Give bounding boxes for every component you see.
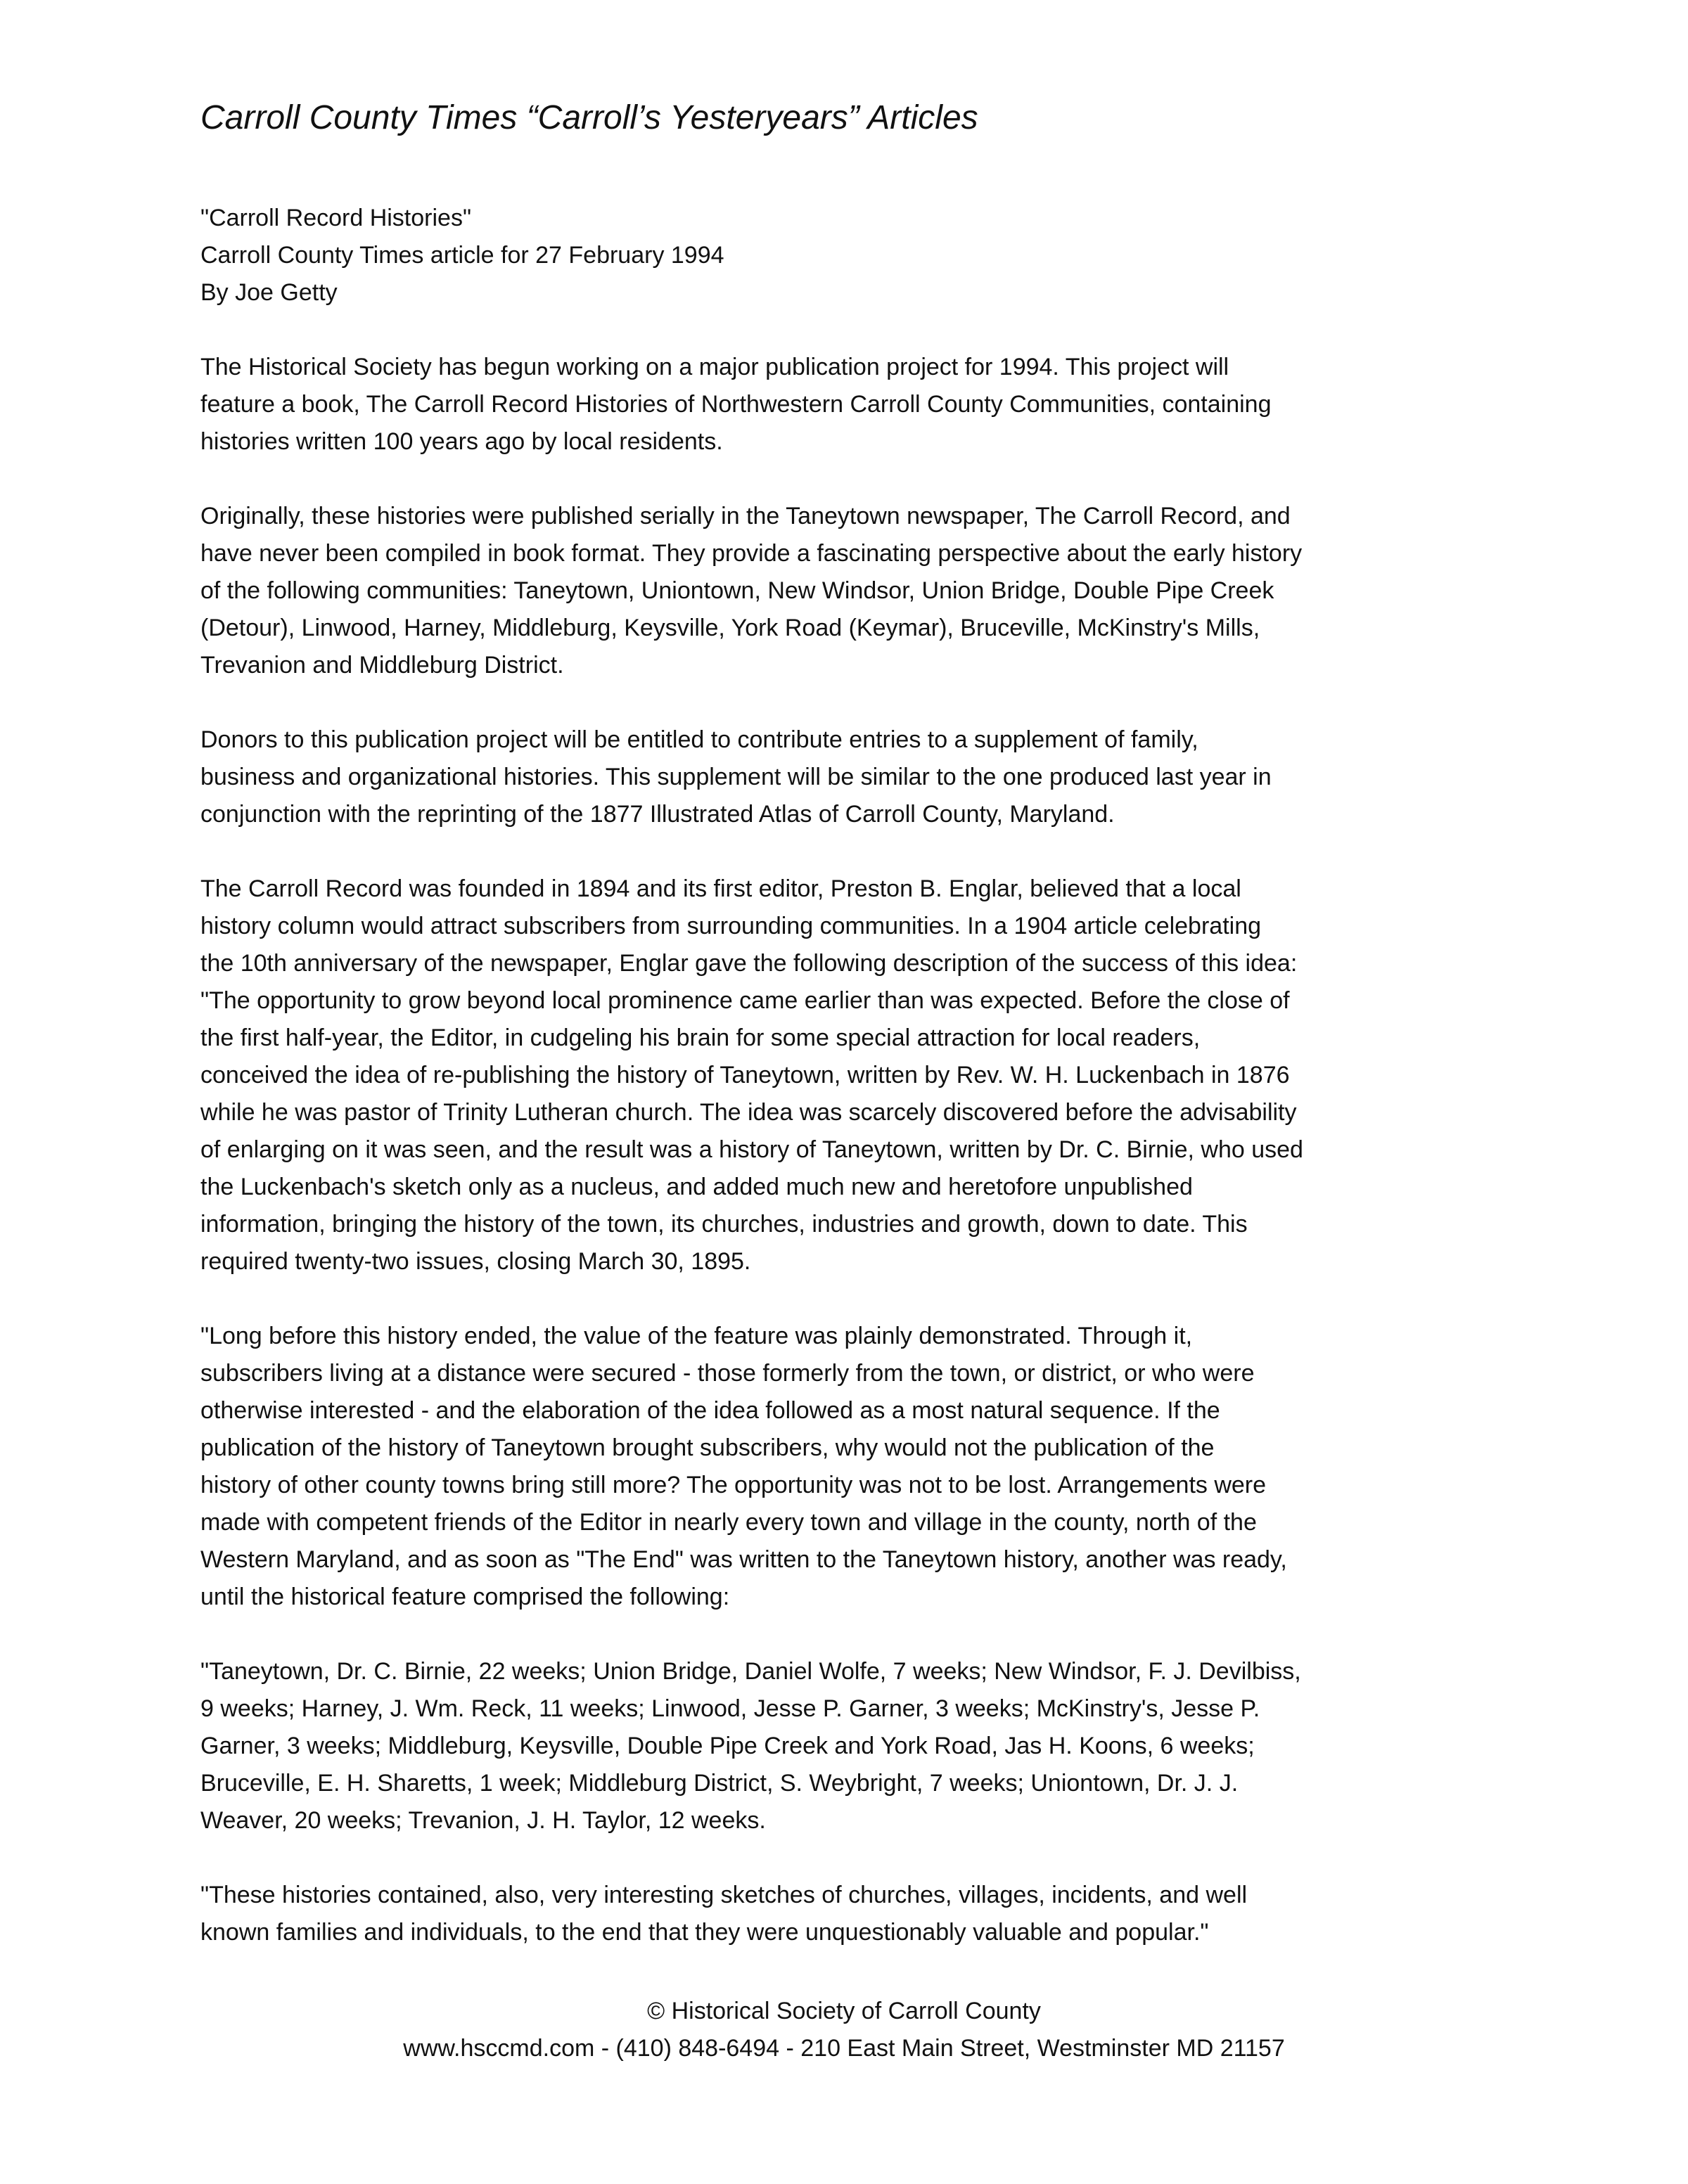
- paragraph-line: the first half-year, the Editor, in cudgeling his brain for some special attraction for local readers,: [200, 1024, 1201, 1051]
- paragraph-line: Bruceville, E. H. Sharetts, 1 week; Middleburg District, S. Weybright, 7 weeks; Uniontown, Dr. J. J.: [200, 1770, 1239, 1797]
- paragraph-line: while he was pastor of Trinity Lutheran church. The idea was scarcely discovered before the advisability: [200, 1099, 1297, 1126]
- article-header: [200, 200, 1537, 311]
- paragraph-line: conjunction with the reprinting of the 1877 Illustrated Atlas of Carroll County, Maryland.: [200, 801, 1115, 828]
- paragraph-line: otherwise interested - and the elaboration of the idea followed as a most natural sequence. If the: [200, 1397, 1220, 1424]
- paragraph-line: known families and individuals, to the end that they were unquestionably valuable and popular.": [200, 1919, 1209, 1946]
- paragraph-line: required twenty-two issues, closing March 30, 1895.: [200, 1248, 751, 1275]
- paragraph: [200, 1653, 1537, 1839]
- paragraph-line: until the historical feature comprised the following:: [200, 1584, 730, 1610]
- paragraph-line: Garner, 3 weeks; Middleburg, Keysville, Double Pipe Creek and York Road, Jas H. Koons, 6 weeks;: [200, 1733, 1255, 1759]
- paragraph: [200, 498, 1537, 684]
- paragraph-line: "These histories contained, also, very interesting sketches of churches, villages, incidents, and well: [200, 1882, 1248, 1908]
- paragraph-line: feature a book, The Carroll Record Histories of Northwestern Carroll County Communities, containing: [200, 391, 1272, 418]
- paragraph-line: Trevanion and Middleburg District.: [200, 652, 564, 679]
- article-body: [200, 200, 1537, 1989]
- footer-copyright: © Historical Society of Carroll County: [647, 1998, 1041, 2024]
- paragraph: [200, 349, 1537, 461]
- paragraph-line: history of other county towns bring still more? The opportunity was not to be lost. Arrangements were: [200, 1472, 1267, 1498]
- paragraph-line: made with competent friends of the Editor in nearly every town and village in the county, north of the: [200, 1509, 1257, 1536]
- paragraph-line: (Detour), Linwood, Harney, Middleburg, Keysville, York Road (Keymar), Bruceville, McKinstry's Mills,: [200, 615, 1260, 641]
- page-footer: [0, 1993, 1688, 2067]
- paragraph-line: have never been compiled in book format. They provide a fascinating perspective about the early history: [200, 540, 1303, 567]
- paragraph: [200, 871, 1537, 1280]
- footer-contact: www.hsccmd.com - (410) 848-6494 - 210 East Main Street, Westminster MD 21157: [403, 2035, 1285, 2062]
- paragraph-line: The Historical Society has begun working on a major publication project for 1994. This project will: [200, 354, 1229, 380]
- paragraph-line: business and organizational histories. This supplement will be similar to the one produced last year in: [200, 764, 1272, 790]
- paragraph-line: "The opportunity to grow beyond local prominence came earlier than was expected. Before the close of: [200, 987, 1290, 1014]
- paragraph-line: histories written 100 years ago by local residents.: [200, 428, 723, 455]
- paragraph: [200, 1877, 1537, 1951]
- paragraph-line: information, bringing the history of the town, its churches, industries and growth, down to date. This: [200, 1211, 1248, 1238]
- paragraph-line: Originally, these histories were published serially in the Taneytown newspaper, The Carroll Record, and: [200, 503, 1291, 529]
- paragraph-line: Weaver, 20 weeks; Trevanion, J. H. Taylor, 12 weeks.: [200, 1807, 766, 1834]
- paragraph-line: subscribers living at a distance were secured - those formerly from the town, or district, or who were: [200, 1360, 1255, 1387]
- paragraph-line: history column would attract subscribers from surrounding communities. In a 1904 article celebrating: [200, 913, 1262, 939]
- article-byline: By Joe Getty: [200, 279, 338, 306]
- document-title: Carroll County Times “Carroll’s Yesteryears” Articles: [200, 99, 978, 136]
- paragraph-line: "Long before this history ended, the value of the feature was plainly demonstrated. Through it,: [200, 1323, 1193, 1349]
- paragraph-line: publication of the history of Taneytown brought subscribers, why would not the publication of the: [200, 1434, 1215, 1461]
- paragraph-line: 9 weeks; Harney, J. Wm. Reck, 11 weeks; Linwood, Jesse P. Garner, 3 weeks; McKinstry's, Jesse P.: [200, 1695, 1260, 1722]
- paragraph-line: of the following communities: Taneytown, Uniontown, New Windsor, Union Bridge, Double Pipe Creek: [200, 577, 1274, 604]
- paragraph-line: the 10th anniversary of the newspaper, Englar gave the following description of the success of this idea:: [200, 950, 1298, 977]
- paragraph-line: The Carroll Record was founded in 1894 and its first editor, Preston B. Englar, believed that a local: [200, 875, 1241, 902]
- paragraph: [200, 1318, 1537, 1616]
- article-source: Carroll County Times article for 27 February 1994: [200, 242, 724, 269]
- paragraph-line: of enlarging on it was seen, and the result was a history of Taneytown, written by Dr. C. Birnie, who used: [200, 1136, 1303, 1163]
- article-headline: "Carroll Record Histories": [200, 205, 472, 231]
- paragraph-line: Western Maryland, and as soon as "The End" was written to the Taneytown history, another was ready,: [200, 1546, 1287, 1573]
- paragraph-line: the Luckenbach's sketch only as a nucleus, and added much new and heretofore unpublished: [200, 1174, 1193, 1200]
- paragraph-line: conceived the idea of re-publishing the history of Taneytown, written by Rev. W. H. Luckenbach in 1876: [200, 1062, 1290, 1088]
- paragraph-line: "Taneytown, Dr. C. Birnie, 22 weeks; Union Bridge, Daniel Wolfe, 7 weeks; New Windsor, F. J. Devilbiss,: [200, 1658, 1301, 1685]
- paragraph: [200, 721, 1537, 833]
- paragraph-line: Donors to this publication project will be entitled to contribute entries to a supplement of family,: [200, 726, 1198, 753]
